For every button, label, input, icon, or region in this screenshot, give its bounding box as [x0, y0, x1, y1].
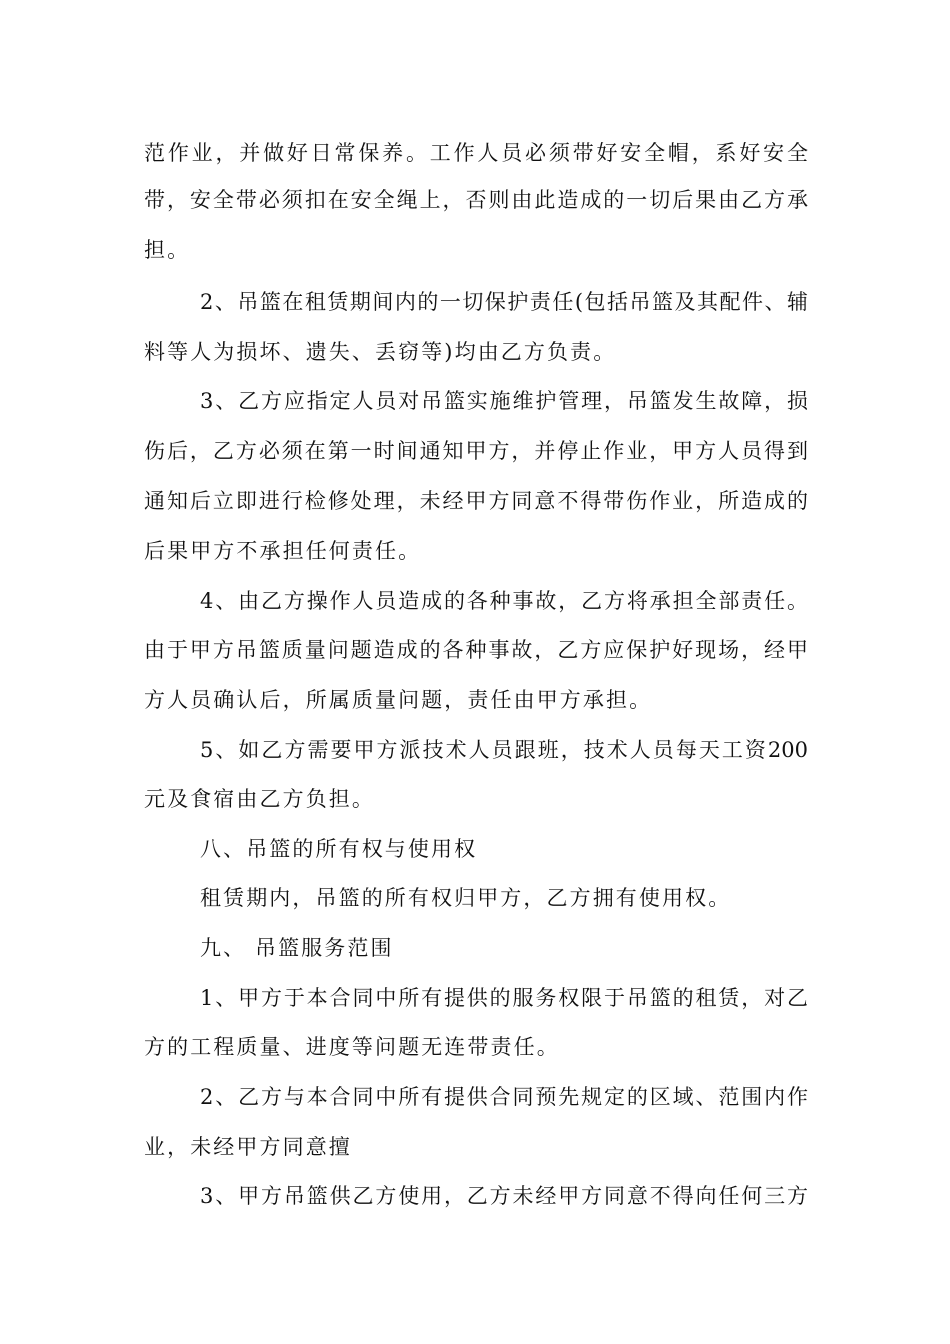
text-line: 料等人为损坏、遗失、丢窃等)均由乙方负责。	[144, 340, 617, 364]
text-line: 2、吊篮在租赁期间内的一切保护责任(包括吊篮及其配件、辅	[200, 290, 808, 314]
text-line: 元及食宿由乙方负担。	[144, 787, 375, 811]
text-line: 由于甲方吊篮质量问题造成的各种事故，乙方应保护好现场，经甲	[144, 638, 808, 662]
text-line: 担。	[144, 238, 191, 262]
text-line: 伤后，乙方必须在第一时间通知甲方，并停止作业，甲方人员得到	[144, 439, 808, 463]
text-line: 2、乙方与本合同中所有提供合同预先规定的区域、范围内作	[200, 1085, 808, 1109]
text-line: 4、由乙方操作人员造成的各种事故，乙方将承担全部责任。	[200, 589, 808, 613]
text-line: 后果甲方不承担任何责任。	[144, 539, 422, 563]
text-line: 方人员确认后，所属质量问题，责任由甲方承担。	[144, 688, 653, 712]
text-line: 1、甲方于本合同中所有提供的服务权限于吊篮的租赁，对乙	[200, 986, 808, 1010]
text-line: 3、乙方应指定人员对吊篮实施维护管理，吊篮发生故障，损	[200, 389, 808, 413]
text-line: 5、如乙方需要甲方派技术人员跟班，技术人员每天工资200	[200, 738, 808, 762]
text-line: 带，安全带必须扣在安全绳上，否则由此造成的一切后果由乙方承	[144, 188, 808, 212]
text-line: 方的工程质量、进度等问题无连带责任。	[144, 1035, 560, 1059]
text-line: 租赁期内，吊篮的所有权归甲方，乙方拥有使用权。	[200, 886, 732, 910]
section-heading: 九、 吊篮服务范围	[200, 936, 394, 960]
section-heading: 八、吊篮的所有权与使用权	[200, 837, 478, 861]
text-line: 3、甲方吊篮供乙方使用，乙方未经甲方同意不得向任何三方	[200, 1184, 808, 1208]
text-line: 通知后立即进行检修处理，未经甲方同意不得带伤作业，所造成的	[144, 489, 808, 513]
text-line: 范作业，并做好日常保养。工作人员必须带好安全帽，系好安全	[144, 141, 808, 165]
text-line: 业，未经甲方同意擅	[144, 1135, 352, 1159]
